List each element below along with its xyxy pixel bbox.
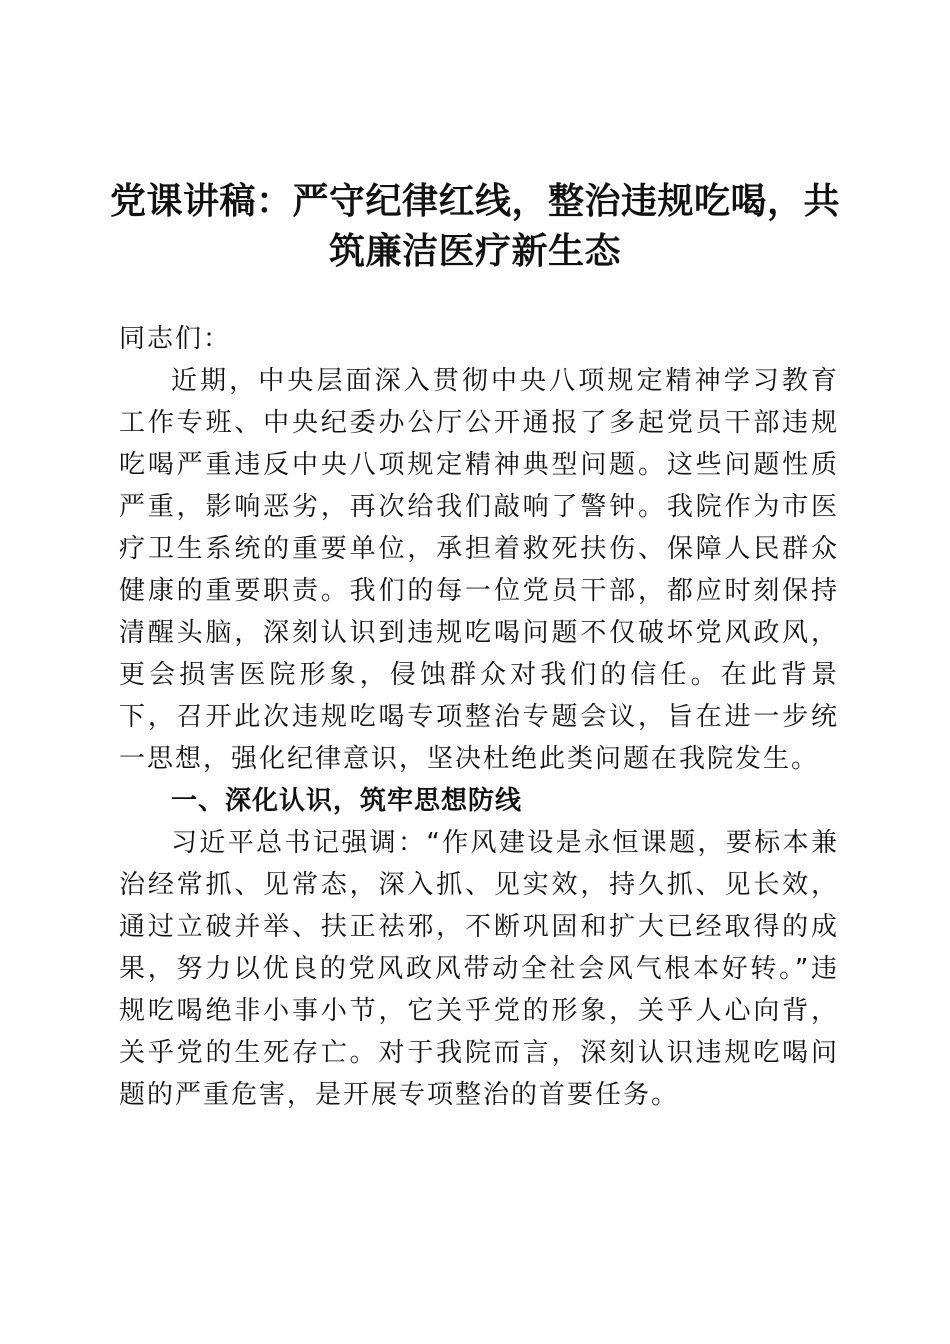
title-line-2: 筑廉洁医疗新生态	[328, 230, 621, 272]
document-title	[100, 176, 850, 276]
section-heading-1: 一、深化认识，筑牢思想防线	[171, 786, 523, 816]
greeting: 同志们：	[119, 324, 232, 354]
title-line-1: 党课讲稿：严守纪律红线，整治违规吃喝，共	[109, 180, 840, 222]
section-1-paragraph: 习近平总书记强调：“作风建设是永恒课题，要标本兼治经常抓、见常态，深入抓、见实效，持久抓、见长效，通过立破并举、扶正祛邪，不断巩固和扩大已经取得的成果，努力以优良的党风政风带动全社会风气根本好转。”违规吃喝绝非小事小节，它关乎党的形象，关乎人心向背，关乎党的生死存亡。对于我院而言，深刻认识违规吃喝问题的严重危害，是开展专项整治的首要任务。	[119, 828, 839, 1110]
document-body	[119, 318, 839, 1116]
intro-paragraph: 近期，中央层面深入贯彻中央八项规定精神学习教育工作专班、中央纪委办公厅公开通报了多起党员干部违规吃喝严重违反中央八项规定精神典型问题。这些问题性质严重，影响恶劣，再次给我们敲响了警钟。我院作为市医疗卫生系统的重要单位，承担着救死扶伤、保障人民群众健康的重要职责。我们的每一位党员干部，都应时刻保持清醒头脑，深刻认识到违规吃喝问题不仅破坏党风政风，更会损害医院形象，侵蚀群众对我们的信任。在此背景下，召开此次违规吃喝专项整治专题会议，旨在进一步统一思想，强化纪律意识，坚决杜绝此类问题在我院发生。	[119, 366, 839, 774]
